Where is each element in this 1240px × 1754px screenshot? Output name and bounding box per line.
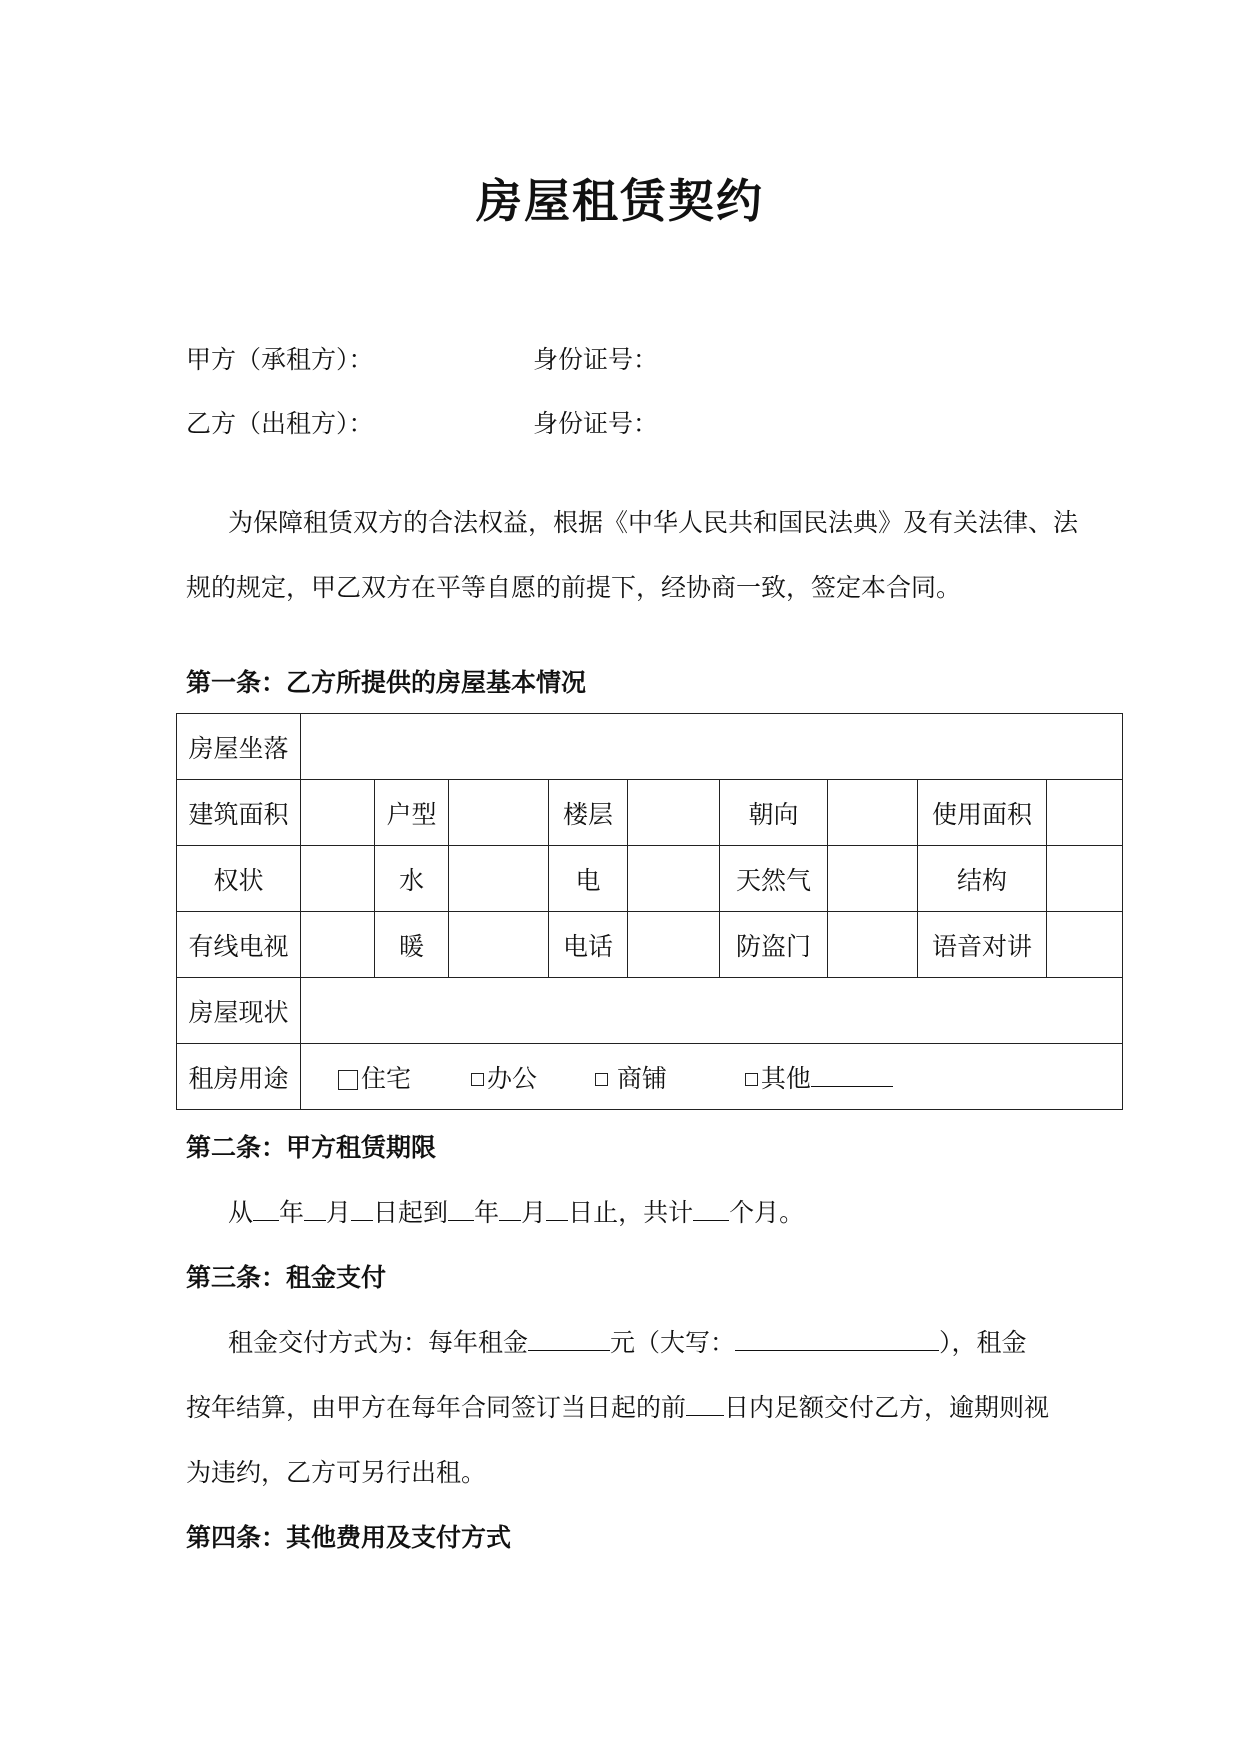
cell-label: 有线电视: [177, 912, 301, 978]
term-day-from: 日起到: [373, 1198, 449, 1227]
cell-label: 电: [549, 846, 628, 912]
cell-value: [628, 780, 720, 846]
intro-line-2: 规的规定，甲乙双方在平等自愿的前提下，经协商一致，签定本合同。: [186, 573, 962, 602]
cell-label: 户型: [375, 780, 449, 846]
location-label: 房屋坐落: [177, 714, 301, 780]
checkbox-icon[interactable]: [338, 1070, 358, 1090]
cell-value: [628, 912, 720, 978]
cell-label: 语音对讲: [918, 912, 1047, 978]
purpose-option-office[interactable]: [471, 1059, 537, 1095]
table-row: [177, 780, 1123, 846]
option-label: 商铺: [616, 1063, 667, 1093]
cell-label: 暖: [375, 912, 449, 978]
document-title: 房屋租赁契约: [476, 174, 764, 228]
cell-value: [301, 846, 375, 912]
payment-days-blank[interactable]: [686, 1391, 724, 1416]
other-purpose-blank[interactable]: [811, 1062, 893, 1087]
rent-text: 租金交付方式为：每年租金: [228, 1328, 529, 1357]
rent-text: ），租金: [939, 1328, 1027, 1357]
party-a-label: 甲方（承租方）：: [186, 345, 374, 374]
cell-value: [828, 780, 918, 846]
cell-value: [828, 912, 918, 978]
checkbox-icon[interactable]: [745, 1073, 758, 1086]
purpose-options: [301, 1044, 1123, 1110]
cell-label: 权状: [177, 846, 301, 912]
cell-label: 朝向: [720, 780, 828, 846]
term-month: 月: [521, 1198, 547, 1227]
house-info-table: [176, 713, 1123, 1110]
start-month-blank[interactable]: [304, 1196, 326, 1221]
intro-line-1: 为保障租赁双方的合法权益，根据《中华人民共和国民法典》及有关法律、法: [228, 508, 1079, 537]
rent-text: 按年结算，由甲方在每年合同签订当日起的前: [186, 1393, 687, 1422]
table-row: [177, 846, 1123, 912]
rent-line-3: 为违约，乙方可另行出租。: [186, 1458, 487, 1487]
end-month-blank[interactable]: [499, 1196, 521, 1221]
rent-line-2: [186, 1388, 1049, 1424]
cell-value: [301, 912, 375, 978]
rent-text: 元（大写：: [610, 1328, 736, 1357]
term-from: 从: [228, 1198, 254, 1227]
option-label: 其他: [760, 1063, 811, 1093]
rent-in-words-blank[interactable]: [735, 1326, 939, 1351]
party-a-id-label: 身份证号：: [533, 345, 659, 374]
end-year-blank[interactable]: [448, 1196, 474, 1221]
checkbox-icon[interactable]: [595, 1073, 608, 1086]
cell-value: [828, 846, 918, 912]
lease-term-line: [228, 1193, 804, 1229]
cell-value: [1047, 912, 1123, 978]
purpose-option-shop[interactable]: [595, 1059, 667, 1095]
cell-label: 建筑面积: [177, 780, 301, 846]
cell-label: 使用面积: [918, 780, 1047, 846]
article-4-heading: 第四条：其他费用及支付方式: [186, 1523, 512, 1552]
purpose-option-residence[interactable]: [338, 1059, 411, 1095]
cell-label: 水: [375, 846, 449, 912]
purpose-label: 租房用途: [177, 1044, 301, 1110]
cell-value: [1047, 780, 1123, 846]
cell-label: 天然气: [720, 846, 828, 912]
term-day-to: 日止，共计: [568, 1198, 694, 1227]
cell-label: 电话: [549, 912, 628, 978]
annual-rent-blank[interactable]: [528, 1326, 610, 1351]
checkbox-icon[interactable]: [471, 1073, 484, 1086]
total-months-blank[interactable]: [693, 1196, 729, 1221]
cell-label: 结构: [918, 846, 1047, 912]
location-value: [301, 714, 1123, 780]
term-month: 月: [326, 1198, 352, 1227]
end-day-blank[interactable]: [546, 1196, 568, 1221]
cell-value: [1047, 846, 1123, 912]
term-months-total: 个月。: [729, 1198, 805, 1227]
status-value: [301, 978, 1123, 1044]
cell-value: [449, 780, 549, 846]
cell-label: 楼层: [549, 780, 628, 846]
term-year: 年: [279, 1198, 305, 1227]
table-row: [177, 912, 1123, 978]
cell-value: [449, 846, 549, 912]
cell-value: [449, 912, 549, 978]
option-label: 办公: [486, 1063, 537, 1093]
party-b-label: 乙方（出租方）：: [186, 409, 374, 438]
rent-line-1: [228, 1323, 1027, 1359]
status-label: 房屋现状: [177, 978, 301, 1044]
purpose-option-other[interactable]: [745, 1059, 893, 1095]
article-2-heading: 第二条：甲方租赁期限: [186, 1133, 437, 1162]
option-label: 住宅: [361, 1063, 412, 1093]
start-day-blank[interactable]: [351, 1196, 373, 1221]
cell-label: 防盗门: [720, 912, 828, 978]
cell-value: [301, 780, 375, 846]
rent-text: 日内足额交付乙方，逾期则视: [724, 1393, 1050, 1422]
term-year: 年: [474, 1198, 500, 1227]
cell-value: [628, 846, 720, 912]
article-3-heading: 第三条：租金支付: [186, 1263, 387, 1292]
party-b-id-label: 身份证号：: [533, 409, 659, 438]
start-year-blank[interactable]: [253, 1196, 279, 1221]
article-1-heading: 第一条：乙方所提供的房屋基本情况: [186, 668, 587, 697]
